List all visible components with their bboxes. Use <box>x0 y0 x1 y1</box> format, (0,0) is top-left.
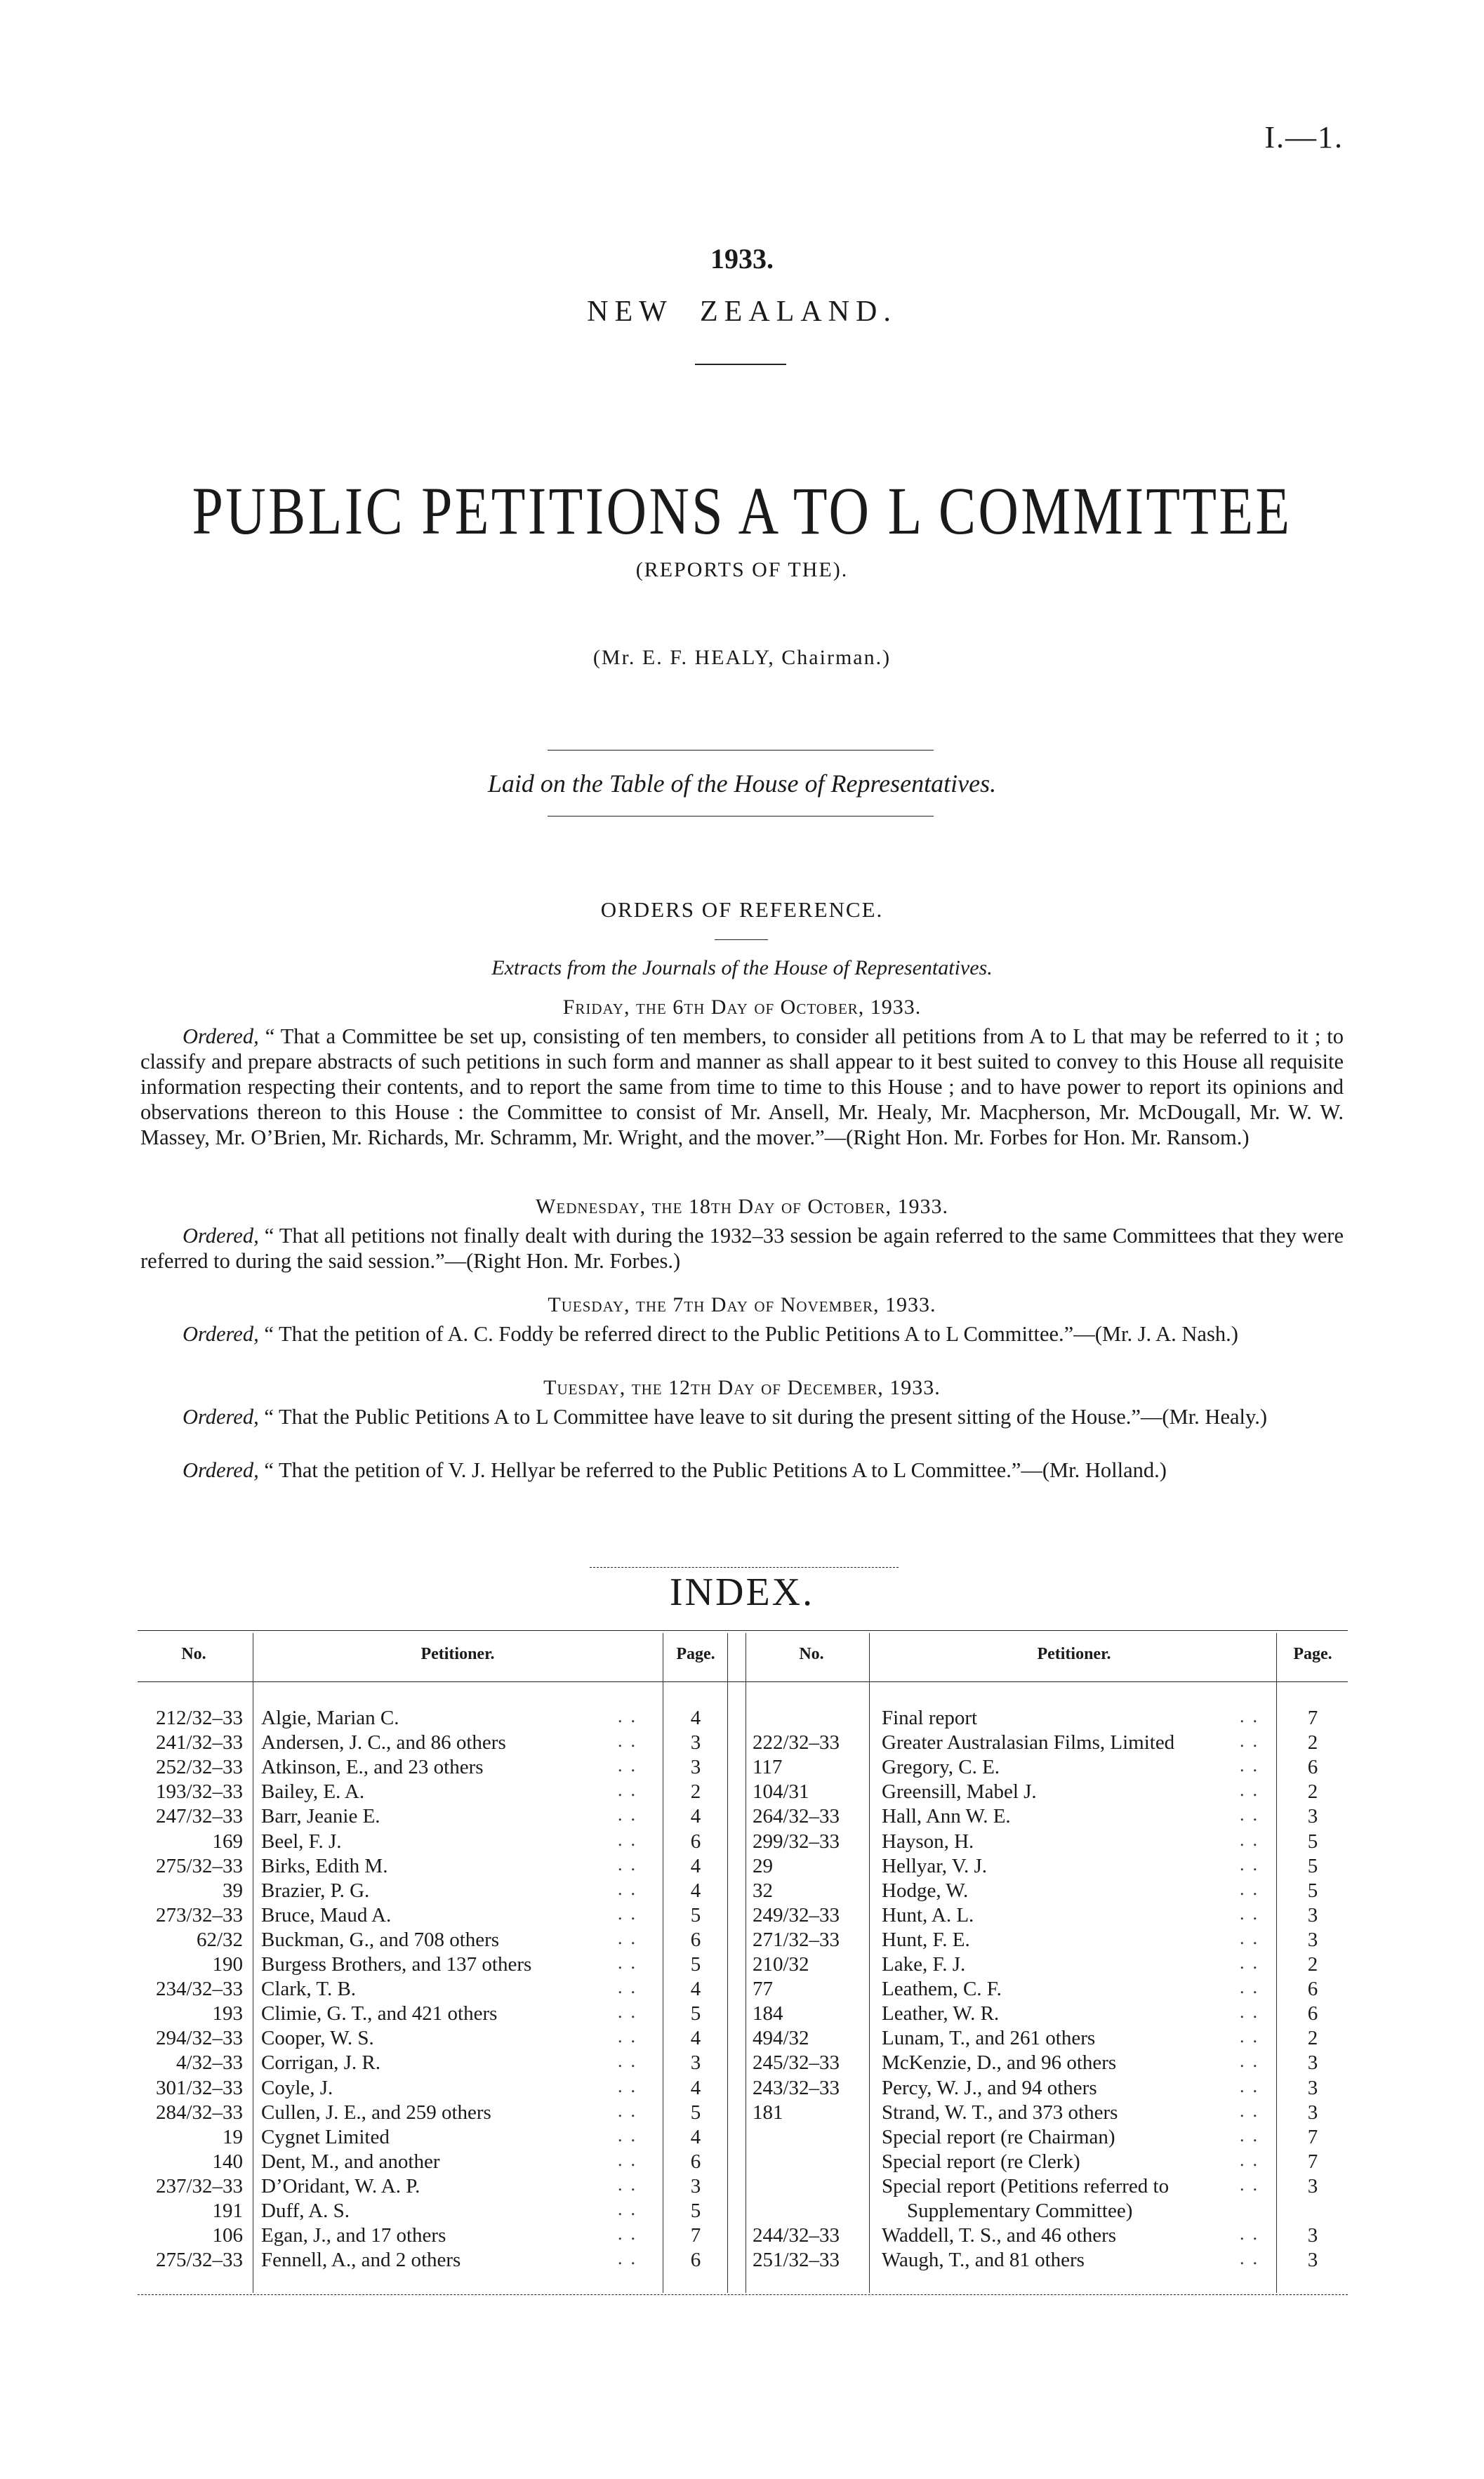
col-header-petitioner-right: Petitioner. <box>1037 1645 1111 1663</box>
leader-dots: .. <box>618 2124 644 2146</box>
index-page: 6 <box>690 1830 701 1853</box>
col-header-petitioner-left: Petitioner. <box>420 1645 495 1663</box>
leader-dots: .. <box>1240 1780 1266 1801</box>
leader-dots: .. <box>618 2149 644 2170</box>
index-petitioner: Burgess Brothers, and 137 others <box>261 1953 532 1976</box>
index-page: 4 <box>690 1879 701 1902</box>
index-no: 77 <box>753 1978 773 2001</box>
index-header-rule <box>138 1681 1348 1682</box>
index-page: 4 <box>690 1805 701 1828</box>
index-page: 3 <box>690 1756 701 1779</box>
index-no: 169 <box>212 1830 243 1853</box>
index-table-bottom-rule <box>138 2294 1348 2295</box>
index-page: 6 <box>1307 1756 1318 1779</box>
index-page: 6 <box>690 1928 701 1951</box>
index-no: 247/32–33 <box>155 1805 243 1828</box>
index-no: 299/32–33 <box>753 1830 840 1853</box>
leader-dots: .. <box>1240 2248 1266 2269</box>
index-no: 294/32–33 <box>155 2027 243 2050</box>
index-no: 244/32–33 <box>753 2224 840 2247</box>
index-no: 234/32–33 <box>155 1978 243 2001</box>
orders-rule <box>715 939 768 940</box>
index-no: 275/32–33 <box>155 1854 243 1877</box>
index-page: 4 <box>690 1707 701 1729</box>
index-petitioner: Hall, Ann W. E. <box>882 1805 1011 1828</box>
index-no: 19 <box>223 2125 243 2148</box>
index-petitioner: Lunam, T., and 261 others <box>882 2027 1096 2050</box>
index-petitioner: Barr, Jeanie E. <box>261 1805 380 1828</box>
index-page: 2 <box>1307 1731 1318 1754</box>
leader-dots: .. <box>618 2100 644 2121</box>
leader-dots: .. <box>1240 1804 1266 1825</box>
index-no: 249/32–33 <box>753 1903 840 1926</box>
index-petitioner: Hellyar, V. J. <box>882 1854 988 1877</box>
extracts-line: Extracts from the Journals of the House of Representatives. <box>491 956 993 979</box>
index-no: 193/32–33 <box>155 1780 243 1804</box>
index-no: 494/32 <box>753 2027 809 2050</box>
index-petitioner: Supplementary Committee) <box>907 2200 1133 2222</box>
index-no: 117 <box>753 1756 783 1779</box>
index-page: 3 <box>1307 2101 1318 2124</box>
index-no: 271/32–33 <box>753 1928 840 1951</box>
index-no: 252/32–33 <box>155 1756 243 1779</box>
index-petitioner: Andersen, J. C., and 86 others <box>261 1731 506 1754</box>
index-no: 210/32 <box>753 1953 809 1976</box>
index-no: 39 <box>223 1879 243 1902</box>
leader-dots: .. <box>1240 2149 1266 2170</box>
index-petitioner: Climie, G. T., and 421 others <box>261 2002 498 2025</box>
index-petitioner: Egan, J., and 17 others <box>261 2224 446 2247</box>
index-petitioner: Percy, W. J., and 94 others <box>882 2076 1097 2099</box>
index-page: 4 <box>690 2125 701 2148</box>
leader-dots: .. <box>1240 2100 1266 2121</box>
leader-dots: .. <box>618 2199 644 2219</box>
index-petitioner: Hayson, H. <box>882 1830 974 1853</box>
col-divider <box>727 1633 728 2293</box>
leader-dots: .. <box>618 1829 644 1850</box>
col-header-no-left: No. <box>181 1645 206 1663</box>
index-petitioner: Cullen, J. E., and 259 others <box>261 2101 491 2124</box>
index-petitioner: Greensill, Mabel J. <box>882 1780 1037 1804</box>
leader-dots: .. <box>1240 1706 1266 1726</box>
leader-dots: .. <box>1240 1755 1266 1776</box>
page-reference: I.—1. <box>1264 120 1344 154</box>
entry-paragraph-3: Ordered, “ That the petition of A. C. Foddy be referred direct to the Public Petitions A to L Committee.”—(Mr. J. A. Nash.) <box>183 1322 1238 1346</box>
index-petitioner: Fennell, A., and 2 others <box>261 2249 461 2272</box>
index-no: 106 <box>212 2224 243 2247</box>
leader-dots: .. <box>1240 1927 1266 1948</box>
index-petitioner: Buckman, G., and 708 others <box>261 1928 500 1951</box>
header-rule <box>695 364 786 365</box>
index-no: 181 <box>753 2101 783 2124</box>
leader-dots: .. <box>1240 1977 1266 1998</box>
index-petitioner: Cooper, W. S. <box>261 2027 374 2050</box>
section-rule <box>590 1567 899 1568</box>
index-heading: INDEX. <box>669 1571 815 1614</box>
index-no: 191 <box>212 2200 243 2222</box>
index-page: 7 <box>1307 2150 1318 2173</box>
document-subtitle: (REPORTS OF THE). <box>635 558 849 581</box>
entry-paragraph-4: Ordered, “ That the Public Petitions A to L Committee have leave to sit during the present sitting of the House.”—(Mr. Healy.) <box>183 1405 1268 1429</box>
index-petitioner: Beel, F. J. <box>261 1830 342 1853</box>
index-no: 140 <box>212 2150 243 2173</box>
entry-paragraph-2: Ordered, “ That all petitions not finally dealt with during the 1932–33 session be again referred to the same Committees that they were referred to during the said session.”—(Right Hon. Mr. Forbes.) <box>140 1224 1344 1273</box>
index-page: 3 <box>1307 2051 1318 2075</box>
index-table-top-rule <box>138 1630 1348 1631</box>
index-page: 7 <box>1307 2125 1318 2148</box>
index-page: 2 <box>1307 1953 1318 1976</box>
index-no: 193 <box>212 2002 243 2025</box>
index-page: 3 <box>1307 1928 1318 1951</box>
index-petitioner: Birks, Edith M. <box>261 1854 388 1877</box>
leader-dots: .. <box>618 1952 644 1973</box>
index-page: 3 <box>1307 2174 1318 2197</box>
index-page: 5 <box>690 2200 701 2222</box>
index-no: 243/32–33 <box>753 2076 840 2099</box>
leader-dots: .. <box>618 2026 644 2047</box>
index-petitioner: Hunt, F. E. <box>882 1928 970 1951</box>
document-title: PUBLIC PETITIONS A TO L COMMITTEE <box>192 473 1292 548</box>
index-page: 4 <box>690 1854 701 1877</box>
index-petitioner: Duff, A. S. <box>261 2200 350 2222</box>
index-petitioner: McKenzie, D., and 96 others <box>882 2051 1117 2075</box>
leader-dots: .. <box>1240 2075 1266 2096</box>
laid-rule-top <box>548 750 934 751</box>
ordered-label: Ordered, <box>183 1458 259 1482</box>
index-petitioner: Final report <box>882 1707 978 1729</box>
leader-dots: .. <box>618 1706 644 1726</box>
index-no: 264/32–33 <box>753 1805 840 1828</box>
index-no: 275/32–33 <box>155 2249 243 2272</box>
index-petitioner: Leathem, C. F. <box>882 1978 1002 2001</box>
index-no: 245/32–33 <box>753 2051 840 2075</box>
index-page: 5 <box>1307 1854 1318 1877</box>
entry-paragraph-1: Ordered, “ That a Committee be set up, consisting of ten members, to consider all petitions from A to L that may be referred to it ; to classify and prepare abstracts of such petitions in such form and manner as shall appear to it best suited to convey to this House all requisite information respecting their contents, and to report the same from time to time to this House ; and to have power to report its opinions and observations thereon to this House : the Committee to consist of Mr. Ansell, Mr. Healy, Mr. Macpherson, Mr. McDougall, Mr. W. W. Massey, Mr. O’Brien, Mr. Richards, Mr. Schramm, Mr. Wright, and the mover.”—(Right Hon. Mr. Forbes for Hon. Mr. Ransom.) <box>140 1024 1344 1149</box>
leader-dots: .. <box>1240 2051 1266 2072</box>
leader-dots: .. <box>618 1755 644 1776</box>
leader-dots: .. <box>618 1927 644 1948</box>
index-petitioner: Clark, T. B. <box>261 1978 357 2001</box>
index-page: 3 <box>690 1731 701 1754</box>
index-page: 3 <box>690 2174 701 2197</box>
col-divider <box>1276 1633 1277 2293</box>
index-page: 5 <box>690 2002 701 2025</box>
leader-dots: .. <box>618 2051 644 2072</box>
index-no: 241/32–33 <box>155 1731 243 1754</box>
index-no: 62/32 <box>196 1928 243 1951</box>
index-page: 4 <box>690 2027 701 2050</box>
index-page: 6 <box>1307 2002 1318 2025</box>
index-petitioner: Leather, W. R. <box>882 2002 1000 2025</box>
entry-date-1: Friday, the 6th Day of October, 1933. <box>562 996 922 1019</box>
leader-dots: .. <box>618 1804 644 1825</box>
leader-dots: .. <box>1240 2124 1266 2146</box>
index-page: 5 <box>1307 1830 1318 1853</box>
leader-dots: .. <box>618 1903 644 1924</box>
index-page: 5 <box>1307 1879 1318 1902</box>
index-no: 301/32–33 <box>155 2076 243 2099</box>
index-page: 5 <box>690 1903 701 1926</box>
leader-dots: .. <box>1240 1952 1266 1973</box>
ordered-label: Ordered, <box>183 1224 259 1248</box>
laid-rule-bottom <box>548 816 934 817</box>
index-petitioner: Special report (re Clerk) <box>882 2150 1080 2173</box>
index-page: 2 <box>1307 1780 1318 1804</box>
col-header-page-left: Page. <box>676 1645 715 1663</box>
index-page: 3 <box>1307 2224 1318 2247</box>
index-page: 6 <box>690 2150 701 2173</box>
index-page: 2 <box>1307 2027 1318 2050</box>
chairman-note: (Mr. E. F. HEALY, Chairman.) <box>592 646 892 669</box>
index-no: 29 <box>753 1854 773 1877</box>
leader-dots: .. <box>618 1977 644 1998</box>
ordered-label: Ordered, <box>183 1405 259 1429</box>
index-petitioner: Algie, Marian C. <box>261 1707 399 1729</box>
leader-dots: .. <box>1240 2002 1266 2023</box>
index-no: 222/32–33 <box>753 1731 840 1754</box>
index-page: 5 <box>690 1953 701 1976</box>
leader-dots: .. <box>618 1853 644 1875</box>
index-petitioner: Bailey, E. A. <box>261 1780 365 1804</box>
leader-dots: .. <box>618 1731 644 1752</box>
orders-heading: ORDERS OF REFERENCE. <box>600 897 884 922</box>
leader-dots: .. <box>1240 1878 1266 1899</box>
index-petitioner: Greater Australasian Films, Limited <box>882 1731 1175 1754</box>
leader-dots: .. <box>1240 1903 1266 1924</box>
leader-dots: .. <box>1240 2223 1266 2245</box>
index-petitioner: Gregory, C. E. <box>882 1756 1000 1779</box>
index-petitioner: Strand, W. T., and 373 others <box>882 2101 1118 2124</box>
index-no: 184 <box>753 2002 783 2025</box>
index-petitioner: Hunt, A. L. <box>882 1903 974 1926</box>
index-no: 273/32–33 <box>155 1903 243 1926</box>
leader-dots: .. <box>618 2002 644 2023</box>
index-no: 237/32–33 <box>155 2174 243 2197</box>
index-page: 4 <box>690 1978 701 2001</box>
index-petitioner: Corrigan, J. R. <box>261 2051 380 2075</box>
index-page: 3 <box>690 2051 701 2075</box>
leader-dots: .. <box>618 1780 644 1801</box>
index-petitioner: Brazier, P. G. <box>261 1879 370 1902</box>
index-page: 3 <box>1307 2249 1318 2272</box>
index-page: 6 <box>1307 1978 1318 2001</box>
index-petitioner: Hodge, W. <box>882 1879 969 1902</box>
index-no: 32 <box>753 1879 773 1902</box>
leader-dots: .. <box>618 2174 644 2195</box>
leader-dots: .. <box>1240 1829 1266 1850</box>
entry-date-2: Wednesday, the 18th Day of October, 1933. <box>536 1195 948 1218</box>
leader-dots: .. <box>618 2223 644 2245</box>
index-petitioner: Special report (re Chairman) <box>882 2125 1115 2148</box>
leader-dots: .. <box>1240 1853 1266 1875</box>
leader-dots: .. <box>618 1878 644 1899</box>
col-header-no-right: No. <box>799 1645 824 1663</box>
index-petitioner: Waddell, T. S., and 46 others <box>882 2224 1117 2247</box>
index-petitioner: Lake, F. J. <box>882 1953 966 1976</box>
index-no: 104/31 <box>753 1780 809 1804</box>
index-page: 3 <box>1307 2076 1318 2099</box>
entry-date-4: Tuesday, the 12th Day of December, 1933. <box>543 1376 941 1399</box>
index-page: 7 <box>690 2224 701 2247</box>
index-petitioner: Dent, M., and another <box>261 2150 440 2173</box>
laid-on-table: Laid on the Table of the House of Representatives. <box>487 769 997 798</box>
index-no: 190 <box>212 1953 243 1976</box>
index-page: 4 <box>690 2076 701 2099</box>
ordered-label: Ordered, <box>183 1322 259 1346</box>
index-petitioner: Special report (Petitions referred to <box>882 2174 1170 2197</box>
ordered-label: Ordered, <box>183 1024 259 1048</box>
col-header-page-right: Page. <box>1293 1645 1332 1663</box>
col-divider <box>869 1633 870 2293</box>
entry-date-3: Tuesday, the 7th Day of November, 1933. <box>548 1293 936 1316</box>
index-page: 7 <box>1307 1707 1318 1729</box>
leader-dots: .. <box>1240 2026 1266 2047</box>
index-petitioner: Coyle, J. <box>261 2076 333 2099</box>
index-petitioner: Bruce, Maud A. <box>261 1903 392 1926</box>
index-petitioner: Cygnet Limited <box>261 2125 390 2148</box>
index-no: 4/32–33 <box>175 2051 243 2075</box>
index-no: 284/32–33 <box>155 2101 243 2124</box>
index-petitioner: Atkinson, E., and 23 others <box>261 1756 484 1779</box>
index-page: 5 <box>690 2101 701 2124</box>
leader-dots: .. <box>1240 1731 1266 1752</box>
index-no: 212/32–33 <box>155 1707 243 1729</box>
index-page: 6 <box>690 2249 701 2272</box>
year: 1933. <box>710 243 774 275</box>
index-page: 3 <box>1307 1805 1318 1828</box>
entry-paragraph-5: Ordered, “ That the petition of V. J. Hellyar be referred to the Public Petitions A to L Committee.”—(Mr. Holland.) <box>183 1458 1167 1482</box>
index-page: 3 <box>1307 1903 1318 1926</box>
leader-dots: .. <box>618 2075 644 2096</box>
leader-dots: .. <box>618 2248 644 2269</box>
index-petitioner: D’Oridant, W. A. P. <box>261 2174 420 2197</box>
leader-dots: .. <box>1240 2174 1266 2195</box>
country: NEW ZEALAND. <box>587 296 897 328</box>
index-page: 2 <box>690 1780 701 1804</box>
index-petitioner: Waugh, T., and 81 others <box>882 2249 1085 2272</box>
index-no: 251/32–33 <box>753 2249 840 2272</box>
